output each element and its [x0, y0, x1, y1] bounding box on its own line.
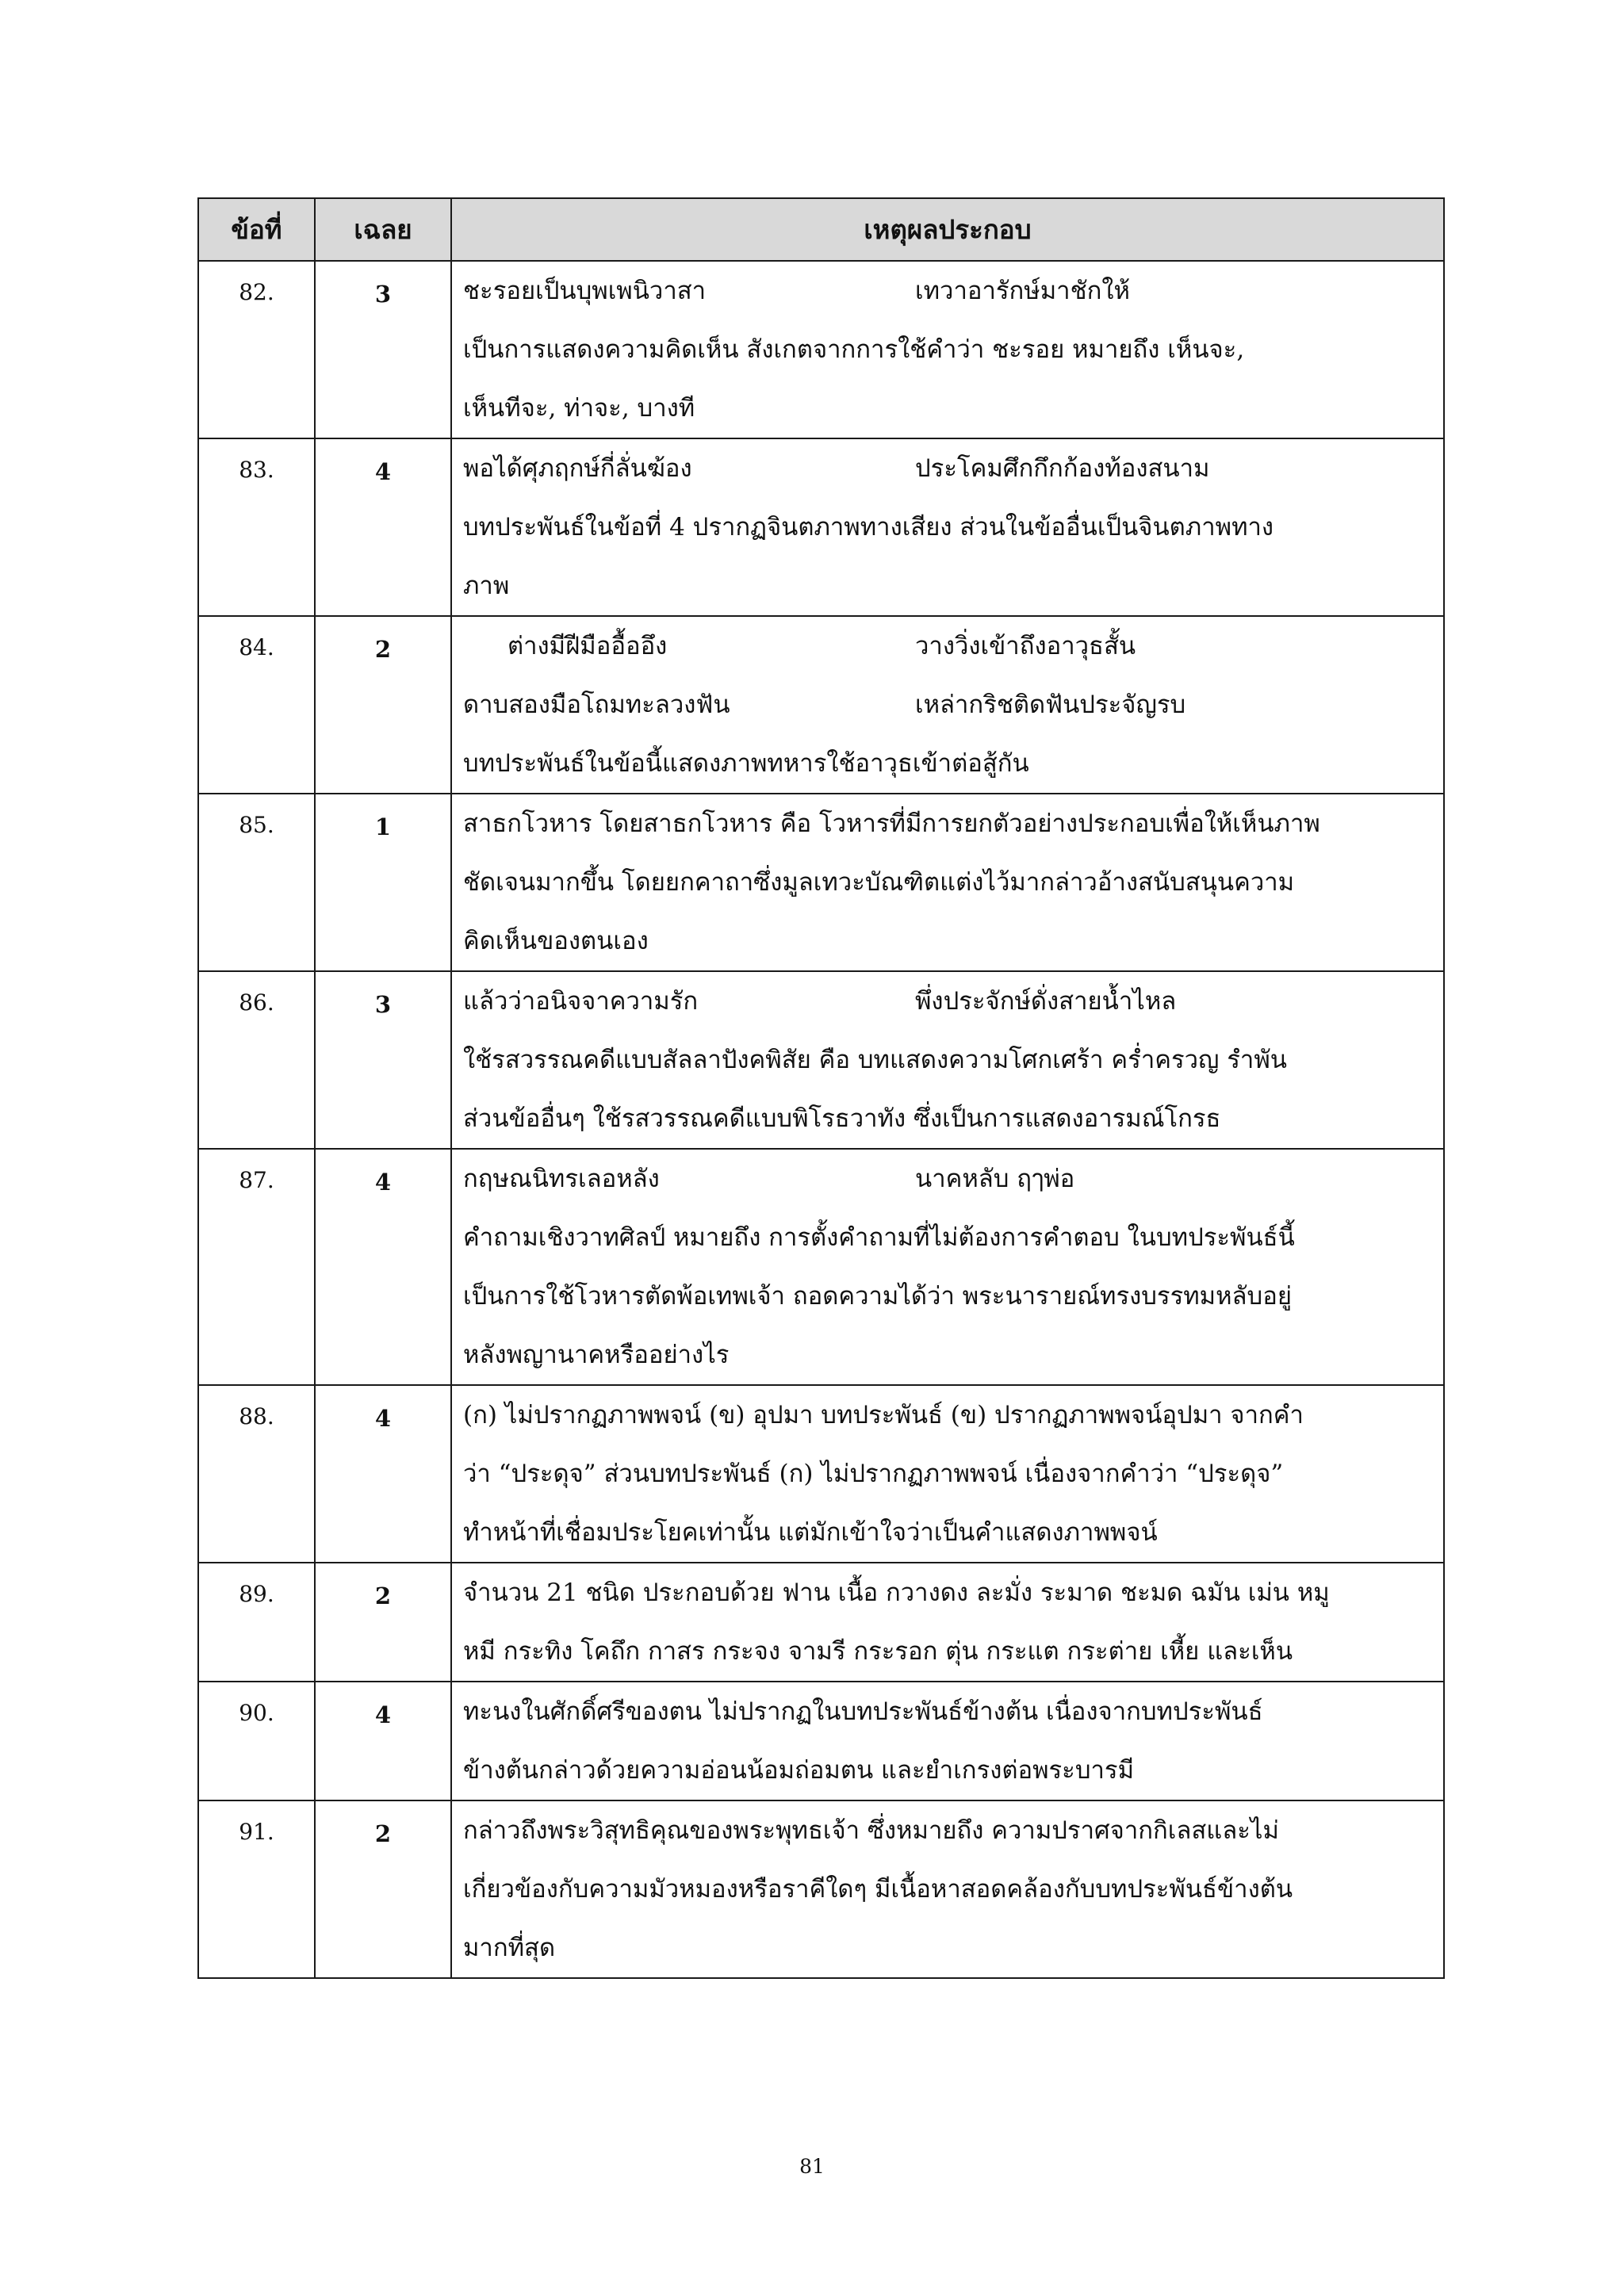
verse-second-half: เหล่ากริชติดฟันประจัญรบ: [915, 691, 1186, 719]
explanation-cell: [451, 1800, 1444, 1978]
explanation-line: ข้างต้นกล่าวด้วยความอ่อนน้อมถ่อมตน และยำเกรงต่อพระบารมี: [463, 1756, 1135, 1785]
question-number: 83.: [198, 438, 315, 616]
header-answer: เฉลย: [315, 198, 451, 261]
explanation-cell: [451, 1385, 1444, 1563]
answer-choice: 2: [315, 1563, 451, 1682]
explanation-cell: [451, 794, 1444, 971]
explanation-line: เป็นการใช้โวหารตัดพ้อเทพเจ้า ถอดความได้ว่า พระนารายณ์ทรงบรรทมหลับอยู่: [463, 1282, 1292, 1311]
explanation-cell: [451, 1563, 1444, 1682]
header-row: [198, 198, 1444, 261]
question-number: 91.: [198, 1800, 315, 1978]
explanation-cell: [451, 1682, 1444, 1800]
verse-line: [463, 1150, 1435, 1208]
question-number: 88.: [198, 1385, 315, 1563]
explanation-line: หลังพญานาคหรืออย่างไร: [463, 1341, 730, 1369]
question-number: 84.: [198, 616, 315, 794]
verse-line: [463, 439, 1435, 498]
explanation-line: คิดเห็นของตนเอง: [463, 927, 649, 955]
table-row: [198, 1800, 1444, 1978]
verse-second-half: นาคหลับ ฤๅพ่อ: [915, 1165, 1075, 1193]
explanation-line: หมี กระทิง โคถึก กาสร กระจง จามรี กระรอก ตุ่น กระแต กระต่าย เหี้ย และเห็น: [463, 1637, 1293, 1666]
verse-line: [463, 972, 1435, 1031]
table-row: [198, 794, 1444, 971]
explanation-line: เกี่ยวข้องกับความมัวหมองหรือราคีใดๆ มีเนื้อหาสอดคล้องกับบทประพันธ์ข้างต้น: [463, 1875, 1293, 1904]
explanation-cell: [451, 616, 1444, 794]
explanation-line: เป็นการแสดงความคิดเห็น สังเกตจากการใช้คำว่า ชะรอย หมายถึง เห็นจะ,: [463, 335, 1245, 364]
explanation-line: ทะนงในศักดิ์ศรีของตน ไม่ปรากฏในบทประพันธ์ข้างต้น เนื่องจากบทประพันธ์: [463, 1697, 1263, 1726]
verse-second-half: วางวิ่งเข้าถึงอาวุธสั้น: [915, 632, 1136, 660]
explanation-cell: [451, 438, 1444, 616]
explanation-line: ว่า “ประดุจ” ส่วนบทประพันธ์ (ก) ไม่ปรากฏภาพพจน์ เนื่องจากคำว่า “ประดุจ”: [463, 1460, 1284, 1488]
table-row: [198, 261, 1444, 438]
table-body: [198, 261, 1444, 1978]
answer-choice: 3: [315, 261, 451, 438]
explanation-line: บทประพันธ์ในข้อนี้แสดงภาพทหารใช้อาวุธเข้าต่อสู้กัน: [463, 749, 1029, 778]
answer-choice: 4: [315, 1149, 451, 1385]
verse-first-half: ชะรอยเป็นบุพเพนิวาสา: [463, 277, 707, 305]
table-row: [198, 1563, 1444, 1682]
answer-table: [197, 197, 1445, 1979]
explanation-line: สาธกโวหาร โดยสาธกโวหาร คือ โวหารที่มีการยกตัวอย่างประกอบเพื่อให้เห็นภาพ: [463, 809, 1320, 838]
explanation-line: ชัดเจนมากขึ้น โดยยกคาถาซึ่งมูลเทวะบัณฑิตแต่งไว้มากล่าวอ้างสนับสนุนความ: [463, 868, 1295, 897]
explanation-cell: [451, 261, 1444, 438]
question-number: 86.: [198, 971, 315, 1149]
verse-first-half: พอได้ศุภฤกษ์กี่ลั่นฆ้อง: [463, 454, 692, 483]
verse-line: [463, 262, 1435, 320]
question-number: 89.: [198, 1563, 315, 1682]
answer-choice: 2: [315, 1800, 451, 1978]
explanation-line: ทำหน้าที่เชื่อมประโยคเท่านั้น แต่มักเข้าใจว่าเป็นคำแสดงภาพพจน์: [463, 1518, 1158, 1547]
explanation-line: (ก) ไม่ปรากฏภาพพจน์ (ข) อุปมา บทประพันธ์ (ข) ปรากฏภาพพจน์อุปมา จากคำ: [463, 1401, 1304, 1429]
header-no: ข้อที่: [198, 198, 315, 261]
explanation-line: คำถามเชิงวาทศิลป์ หมายถึง การตั้งคำถามที่ไม่ต้องการคำตอบ ในบทประพันธ์นี้: [463, 1223, 1295, 1252]
table-header: [198, 198, 1444, 261]
answer-choice: 3: [315, 971, 451, 1149]
verse-line: [463, 617, 1435, 675]
table-row: [198, 616, 1444, 794]
verse-second-half: ประโคมศึกกึกก้องท้องสนาม: [915, 454, 1210, 483]
verse-first-half: แล้วว่าอนิจจาความรัก: [463, 987, 699, 1016]
explanation-line: ใช้รสวรรณคดีแบบสัลลาปังคพิสัย คือ บทแสดงความโศกเศร้า คร่ำครวญ รำพัน: [463, 1046, 1287, 1074]
table-row: [198, 1682, 1444, 1800]
explanation-line: จำนวน 21 ชนิด ประกอบด้วย ฟาน เนื้อ กวางดง ละมั่ง ระมาด ชะมด ฉมัน เม่น หมู: [463, 1578, 1330, 1607]
verse-second-half: พึ่งประจักษ์ดั่งสายน้ำไหล: [915, 987, 1177, 1016]
question-number: 87.: [198, 1149, 315, 1385]
table-row: [198, 971, 1444, 1149]
verse-first-half: ดาบสองมือโถมทะลวงฟัน: [463, 691, 730, 719]
table-row: [198, 1149, 1444, 1385]
answer-choice: 4: [315, 1682, 451, 1800]
question-number: 82.: [198, 261, 315, 438]
question-number: 90.: [198, 1682, 315, 1800]
explanation-cell: [451, 1149, 1444, 1385]
explanation-line: มากที่สุด: [463, 1934, 556, 1962]
question-number: 85.: [198, 794, 315, 971]
verse-second-half: เทวาอารักษ์มาชักให้: [915, 277, 1130, 305]
header-explanation: เหตุผลประกอบ: [451, 198, 1444, 261]
answer-choice: 1: [315, 794, 451, 971]
verse-first-half: ต่างมีฝีมืออื้ออึง: [508, 632, 668, 660]
answer-choice: 4: [315, 438, 451, 616]
explanation-line: ส่วนข้ออื่นๆ ใช้รสวรรณคดีแบบพิโรธวาทัง ซึ่งเป็นการแสดงอารมณ์โกรธ: [463, 1104, 1221, 1133]
explanation-line: เห็นทีจะ, ท่าจะ, บางที: [463, 394, 695, 423]
verse-line: [463, 675, 1435, 734]
explanation-line: ภาพ: [463, 572, 510, 600]
page-number: 81: [799, 2155, 825, 2178]
table-row: [198, 438, 1444, 616]
explanation-line: กล่าวถึงพระวิสุทธิคุณของพระพุทธเจ้า ซึ่งหมายถึง ความปราศจากกิเลสและไม่: [463, 1816, 1279, 1845]
answer-choice: 2: [315, 616, 451, 794]
table-row: [198, 1385, 1444, 1563]
explanation-line: บทประพันธ์ในข้อที่ 4 ปรากฏจินตภาพทางเสียง ส่วนในข้ออื่นเป็นจินตภาพทาง: [463, 513, 1274, 541]
explanation-cell: [451, 971, 1444, 1149]
answer-choice: 4: [315, 1385, 451, 1563]
verse-first-half: กฤษณนิทรเลอหลัง: [463, 1165, 660, 1193]
